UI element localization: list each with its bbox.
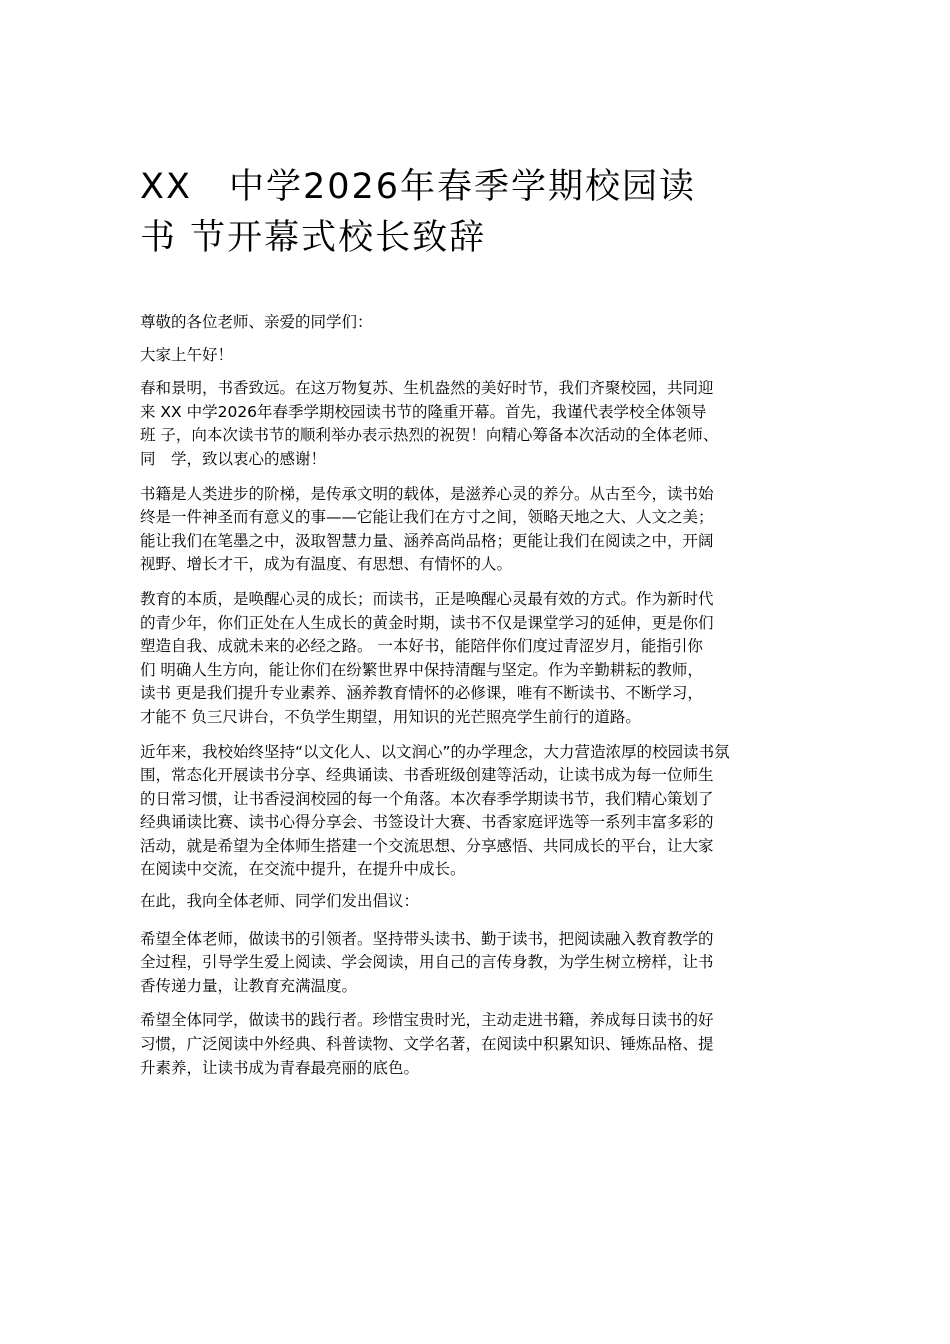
- proposal-intro-paragraph: [140, 890, 810, 914]
- paragraph-line: 塑造自我、成就未来的必经之路。 一本好书，能陪伴你们度过青涩岁月，能指引你: [140, 637, 703, 656]
- teachers-proposal-paragraph: [140, 928, 810, 999]
- school-activities-paragraph: [140, 741, 810, 883]
- paragraph-line: 读书 更是我们提升专业素养、涵养教育情怀的必修课，唯有不断读书、不断学习，: [140, 684, 703, 703]
- paragraph-line: 大家上午好！: [140, 345, 234, 364]
- paragraph-line: 终是一件神圣而有意义的事——它能让我们在方寸之间，领略天地之大、人文之美；: [140, 508, 714, 527]
- salutation-paragraph: [140, 311, 810, 335]
- paragraph-line: 习惯，广泛阅读中外经典、科普读物、文学名著，在阅读中积累知识、锤炼品格、提: [140, 1035, 714, 1054]
- paragraph-line: 香传递力量，让教育充满温度。: [140, 976, 358, 995]
- paragraph-line: 希望全体老师，做读书的引领者。坚持带头读书、勤于读书，把阅读融入教育教学的: [140, 929, 714, 948]
- document-title: [140, 162, 820, 264]
- paragraph-line: 升素养，让读书成为青春最亮丽的底色。: [140, 1058, 420, 1077]
- paragraph-line: 在此，我向全体老师、同学们发出倡议：: [140, 892, 420, 911]
- title-line-1: XX 中学2026年春季学期校园读: [140, 167, 697, 207]
- greeting-paragraph: [140, 344, 810, 368]
- paragraph-line: 春和景明，书香致远。在这万物复苏、生机盎然的美好时节，我们齐聚校园，共同迎: [140, 379, 714, 398]
- opening-paragraph: [140, 377, 810, 471]
- paragraph-line: 活动，就是希望为全体师生搭建一个交流思想、分享感悟、共同成长的平台，让大家: [140, 836, 714, 855]
- paragraph-line: 教育的本质，是唤醒心灵的成长；而读书，正是唤醒心灵最有效的方式。作为新时代: [140, 589, 714, 608]
- paragraph-line: 经典诵读比赛、读书心得分享会、书签设计大赛、书香家庭评选等一系列丰富多彩的: [140, 813, 714, 832]
- paragraph-line: 全过程，引导学生爱上阅读、学会阅读，用自己的言传身教，为学生树立榜样，让书: [140, 953, 714, 972]
- paragraph-line: 尊敬的各位老师、亲爱的同学们：: [140, 313, 373, 331]
- paragraph-line: 围，常态化开展读书分享、经典诵读、书香班级创建等活动，让读书成为每一位师生: [140, 766, 714, 785]
- paragraph-line: 能让我们在笔墨之中，汲取智慧力量、涵养高尚品格；更能让我们在阅读之中，开阔: [140, 531, 714, 550]
- paragraph-line: 书籍是人类进步的阶梯，是传承文明的载体，是滋养心灵的养分。从古至今，读书始: [140, 484, 714, 503]
- paragraph-line: 在阅读中交流，在交流中提升，在提升中成长。: [140, 860, 466, 879]
- students-proposal-paragraph: [140, 1009, 810, 1080]
- paragraph-line: 来 XX 中学2026年春季学期校园读书节的隆重开幕。首先，我谨代表学校全体领导: [140, 402, 707, 421]
- paragraph-line: 近年来，我校始终坚持“以文化人、以文润心”的办学理念，大力营造浓厚的校园读书氛: [140, 742, 730, 761]
- education-paragraph: [140, 588, 810, 730]
- paragraph-line: 的日常习惯，让书香浸润校园的每一个角落。本次春季学期读书节，我们精心策划了: [140, 789, 714, 808]
- paragraph-line: 才能不 负三尺讲台，不负学生期望，用知识的光芒照亮学生前行的道路。: [140, 707, 641, 726]
- paragraph-line: 们 明确人生方向，能让你们在纷繁世界中保持清醒与坚定。作为辛勤耕耘的教师，: [140, 660, 703, 679]
- paragraph-line: 同 学，致以衷心的感谢！: [140, 449, 327, 468]
- paragraph-line: 的青少年，你们正处在人生成长的黄金时期，读书不仅是课堂学习的延伸，更是你们: [140, 613, 714, 632]
- document-body: [140, 311, 810, 1091]
- paragraph-line: 希望全体同学，做读书的践行者。珍惜宝贵时光，主动走进书籍，养成每日读书的好: [140, 1011, 714, 1030]
- books-paragraph: [140, 483, 810, 577]
- paragraph-line: 视野、增长才干，成为有温度、有思想、有情怀的人。: [140, 555, 513, 574]
- title-line-2: 书 节开幕式校长致辞: [140, 218, 487, 258]
- paragraph-line: 班 子，向本次读书节的顺利举办表示热烈的祝贺！向精心筹备本次活动的全体老师、: [140, 426, 719, 445]
